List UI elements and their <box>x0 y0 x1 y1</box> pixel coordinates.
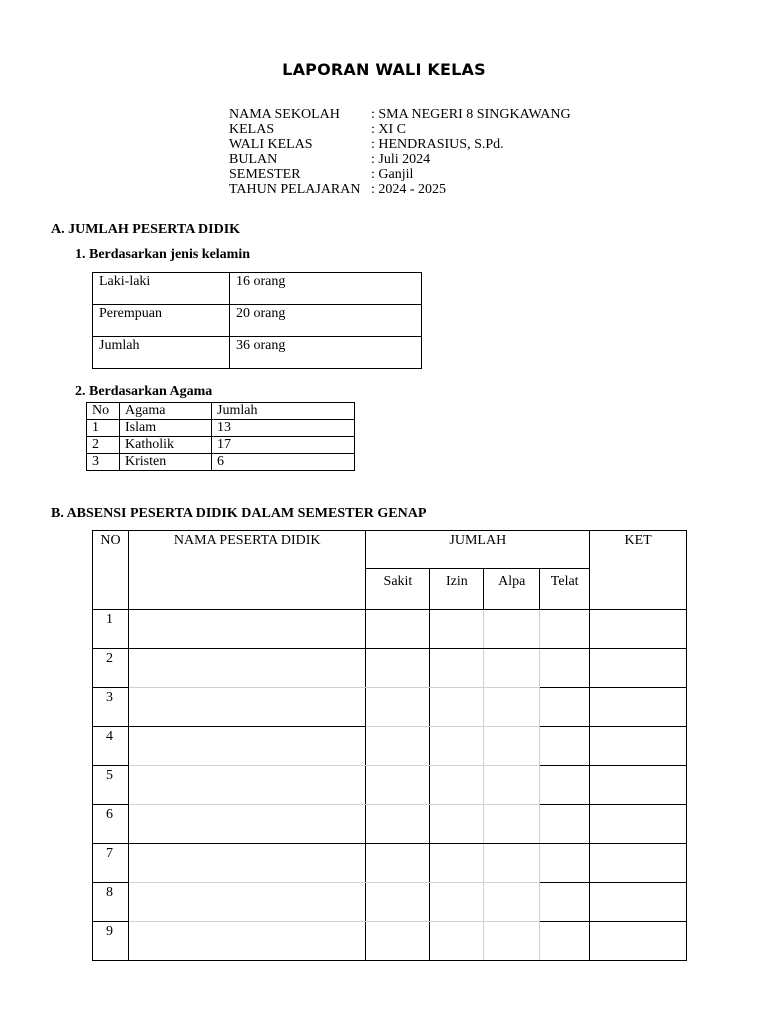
row-number: 3 <box>93 688 129 727</box>
student-name-cell <box>128 688 366 727</box>
info-row <box>229 167 571 182</box>
ket-cell <box>590 844 687 883</box>
section-b-heading: B. ABSENSI PESERTA DIDIK DALAM SEMESTER GENAP <box>51 506 427 521</box>
sakit-cell <box>366 805 430 844</box>
cell: 17 <box>212 437 355 454</box>
student-name-cell <box>128 844 366 883</box>
religion-table <box>86 402 355 471</box>
student-name-cell <box>128 922 366 961</box>
student-name-cell <box>128 805 366 844</box>
alpa-cell <box>484 922 540 961</box>
info-label: NAMA SEKOLAH <box>229 107 340 122</box>
info-row <box>229 122 571 137</box>
ket-cell <box>590 766 687 805</box>
telat-cell <box>540 688 590 727</box>
izin-cell <box>430 844 484 883</box>
gender-value: 20 orang <box>230 305 422 337</box>
alpa-cell <box>484 727 540 766</box>
column-header-ket: KET <box>590 531 687 610</box>
info-value: : HENDRASIUS, S.Pd. <box>371 137 504 152</box>
telat-cell <box>540 649 590 688</box>
table-row <box>93 766 687 805</box>
info-row <box>229 152 571 167</box>
sakit-cell <box>366 649 430 688</box>
page-title: LAPORAN WALI KELAS <box>282 60 486 79</box>
column-header-alpa: Alpa <box>484 569 540 610</box>
info-label: WALI KELAS <box>229 137 313 152</box>
column-header-name: NAMA PESERTA DIDIK <box>128 531 366 610</box>
izin-cell <box>430 922 484 961</box>
table-row <box>93 922 687 961</box>
ket-cell <box>590 688 687 727</box>
cell: Islam <box>120 420 212 437</box>
row-number: 2 <box>93 649 129 688</box>
info-value: : 2024 - 2025 <box>371 182 447 197</box>
table-row <box>93 305 422 337</box>
gender-subheading: 1. Berdasarkan jenis kelamin <box>75 247 251 262</box>
ket-cell <box>590 883 687 922</box>
ket-cell <box>590 649 687 688</box>
table-row <box>93 273 422 305</box>
telat-cell <box>540 883 590 922</box>
gender-value: 36 orang <box>230 337 422 369</box>
column-header: Agama <box>120 403 212 420</box>
table-row <box>93 805 687 844</box>
row-number: 5 <box>93 766 129 805</box>
info-row <box>229 182 571 197</box>
izin-cell <box>430 727 484 766</box>
cell: Katholik <box>120 437 212 454</box>
izin-cell <box>430 766 484 805</box>
info-value: : Ganjil <box>371 167 414 182</box>
cell: 6 <box>212 454 355 471</box>
cell: 3 <box>87 454 120 471</box>
column-header-telat: Telat <box>540 569 590 610</box>
cell: Kristen <box>120 454 212 471</box>
alpa-cell <box>484 649 540 688</box>
table-row <box>93 727 687 766</box>
alpa-cell <box>484 883 540 922</box>
section-a-heading: A. JUMLAH PESERTA DIDIK <box>51 222 241 237</box>
info-value: : XI C <box>371 122 406 137</box>
table-row <box>87 454 355 471</box>
alpa-cell <box>484 610 540 649</box>
attendance-table <box>92 530 687 961</box>
student-name-cell <box>128 766 366 805</box>
telat-cell <box>540 844 590 883</box>
cell: 2 <box>87 437 120 454</box>
alpa-cell <box>484 688 540 727</box>
row-number: 9 <box>93 922 129 961</box>
alpa-cell <box>484 805 540 844</box>
cell: 13 <box>212 420 355 437</box>
info-value: : Juli 2024 <box>371 152 431 167</box>
student-name-cell <box>128 610 366 649</box>
gender-label: Jumlah <box>93 337 230 369</box>
telat-cell <box>540 805 590 844</box>
izin-cell <box>430 649 484 688</box>
religion-subheading: 2. Berdasarkan Agama <box>75 384 213 399</box>
sakit-cell <box>366 727 430 766</box>
row-number: 4 <box>93 727 129 766</box>
row-number: 1 <box>93 610 129 649</box>
row-number: 6 <box>93 805 129 844</box>
sakit-cell <box>366 610 430 649</box>
sakit-cell <box>366 922 430 961</box>
alpa-cell <box>484 766 540 805</box>
sakit-cell <box>366 688 430 727</box>
row-number: 8 <box>93 883 129 922</box>
table-row <box>93 649 687 688</box>
izin-cell <box>430 688 484 727</box>
gender-value: 16 orang <box>230 273 422 305</box>
column-header-izin: Izin <box>430 569 484 610</box>
table-row <box>93 883 687 922</box>
table-row <box>93 337 422 369</box>
table-row <box>93 844 687 883</box>
info-label: KELAS <box>229 122 275 137</box>
info-label: TAHUN PELAJARAN <box>229 182 361 197</box>
info-row <box>229 137 571 152</box>
table-row <box>87 420 355 437</box>
sakit-cell <box>366 844 430 883</box>
gender-table <box>92 272 422 369</box>
gender-label: Laki-laki <box>93 273 230 305</box>
table-row <box>93 610 687 649</box>
ket-cell <box>590 922 687 961</box>
column-header-no: NO <box>93 531 129 610</box>
info-label: BULAN <box>229 152 278 167</box>
info-row <box>229 107 571 122</box>
ket-cell <box>590 805 687 844</box>
telat-cell <box>540 727 590 766</box>
telat-cell <box>540 766 590 805</box>
sakit-cell <box>366 883 430 922</box>
ket-cell <box>590 727 687 766</box>
izin-cell <box>430 805 484 844</box>
row-number: 7 <box>93 844 129 883</box>
gender-label: Perempuan <box>93 305 230 337</box>
telat-cell <box>540 922 590 961</box>
column-header: No <box>87 403 120 420</box>
info-value: : SMA NEGERI 8 SINGKAWANG <box>371 107 571 122</box>
sakit-cell <box>366 766 430 805</box>
telat-cell <box>540 610 590 649</box>
table-header-row <box>93 531 687 569</box>
table-row <box>93 688 687 727</box>
column-header-sakit: Sakit <box>366 569 430 610</box>
student-name-cell <box>128 883 366 922</box>
info-label: SEMESTER <box>229 167 301 182</box>
school-info <box>229 107 571 197</box>
column-header-jumlah: JUMLAH <box>366 531 590 569</box>
izin-cell <box>430 610 484 649</box>
table-header-row <box>87 403 355 420</box>
alpa-cell <box>484 844 540 883</box>
cell: 1 <box>87 420 120 437</box>
student-name-cell <box>128 649 366 688</box>
izin-cell <box>430 883 484 922</box>
ket-cell <box>590 610 687 649</box>
student-name-cell <box>128 727 366 766</box>
column-header: Jumlah <box>212 403 355 420</box>
table-row <box>87 437 355 454</box>
